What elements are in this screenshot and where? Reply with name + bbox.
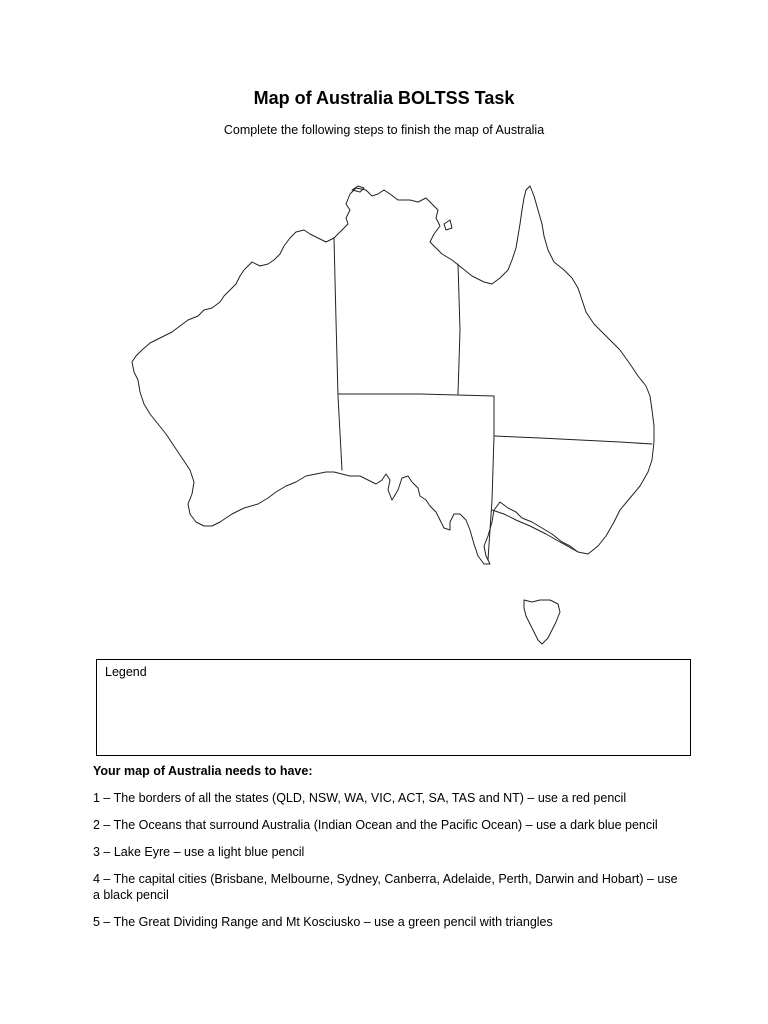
page-subtitle: Complete the following steps to finish the map of Australia (223, 123, 545, 137)
instruction-step-4: 4 – The capital cities (Brisbane, Melbourne, Sydney, Canberra, Adelaide, Perth, Darwin and Hobart) – use a black pencil (93, 872, 678, 902)
legend-label: Legend (105, 665, 147, 679)
mainland-outline (132, 186, 654, 564)
instruction-step-1: 1 – The borders of all the states (QLD, NSW, WA, VIC, ACT, SA, TAS and NT) – use a red pencil (93, 791, 627, 805)
border-nsw-vic (492, 510, 578, 552)
instructions-heading: Your map of Australia needs to have: (93, 764, 313, 778)
border-nt-qld (458, 264, 460, 394)
australia-outline-map (120, 180, 665, 650)
border-nt-sa (338, 394, 494, 396)
instruction-step-3: 3 – Lake Eyre – use a light blue pencil (93, 845, 305, 859)
instruction-step-2: 2 – The Oceans that surround Australia (Indian Ocean and the Pacific Ocean) – use a dark blue pencil (93, 818, 658, 832)
instruction-step-5: 5 – The Great Dividing Range and Mt Kosciusko – use a green pencil with triangles (93, 915, 553, 929)
island-gulf (444, 220, 452, 230)
tasmania-outline (524, 600, 560, 644)
australia-map-svg (120, 180, 665, 650)
legend-box[interactable] (96, 659, 691, 756)
border-wa-nt (334, 238, 342, 470)
page-title: Map of Australia BOLTSS Task (253, 88, 515, 108)
border-sa-nsw (488, 436, 494, 560)
instructions (93, 763, 683, 941)
border-qld-nsw (494, 436, 652, 444)
